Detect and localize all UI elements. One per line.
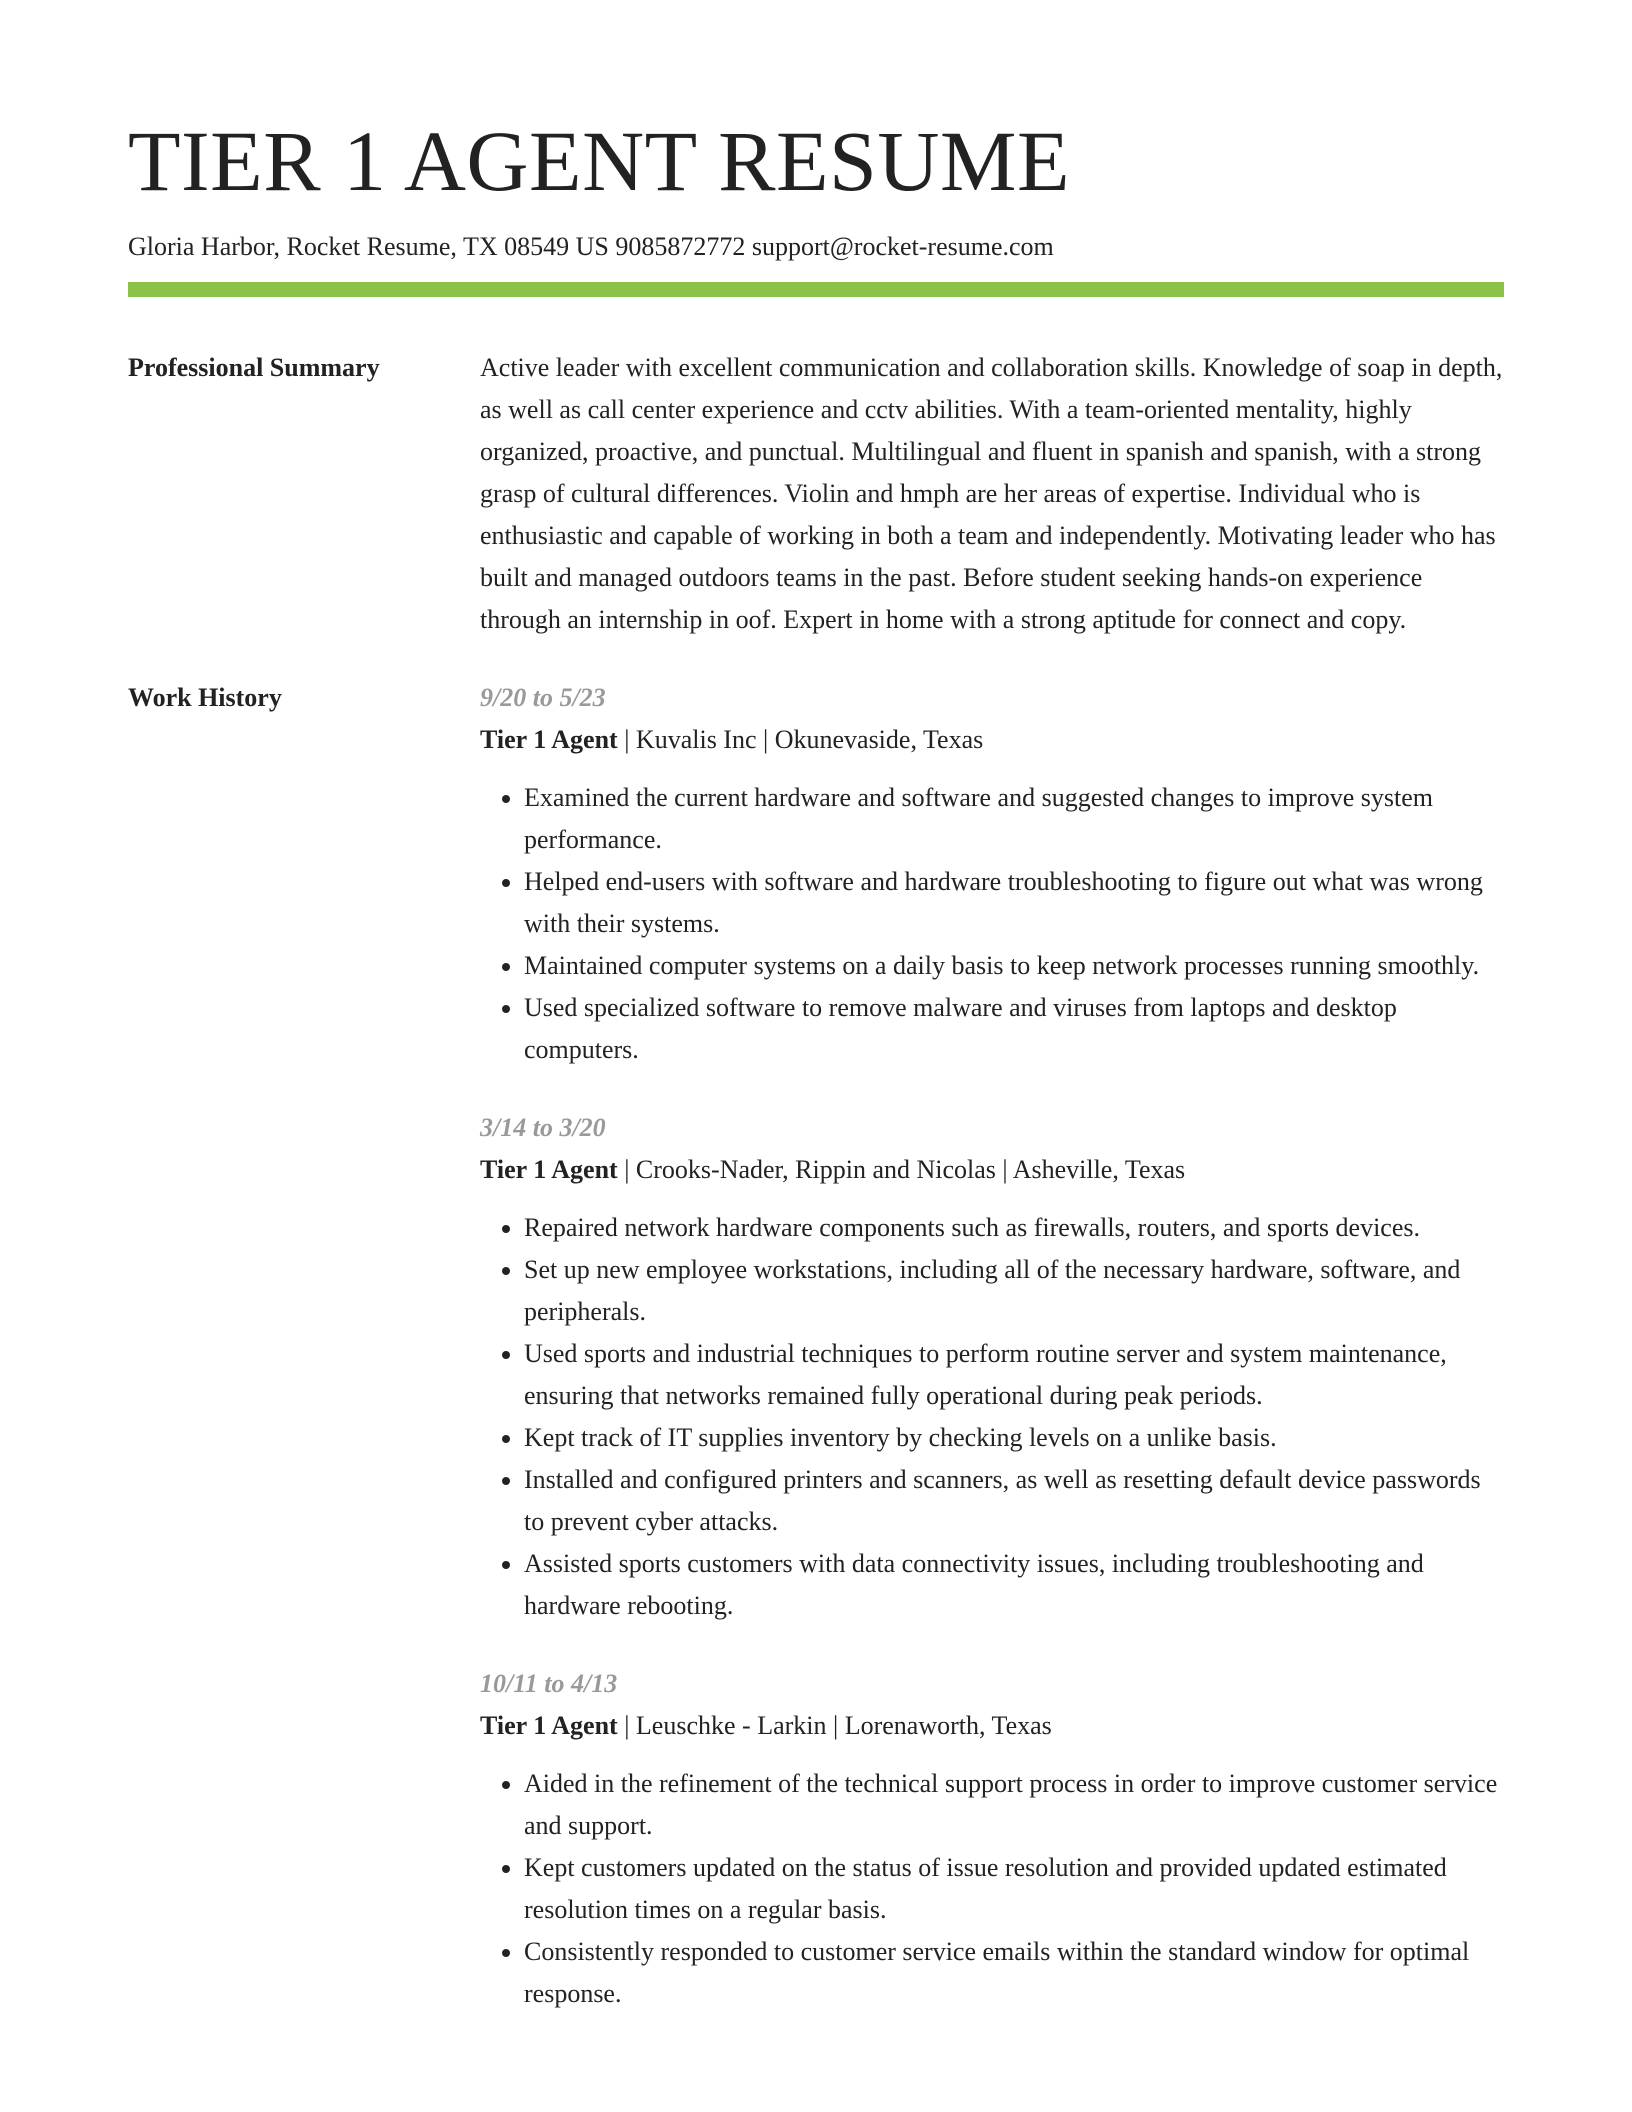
job-bullet: • Repaired network hardware components such as firewalls, routers, and sports devices.: [524, 1207, 1504, 1249]
summary-label: Professional Summary: [128, 353, 380, 383]
job-dates: 10/11 to 4/13: [480, 1669, 618, 1699]
job-heading: [480, 1705, 1504, 1747]
job-details: | Kuvalis Inc | Okunevaside, Texas: [617, 725, 984, 755]
job-title: Tier 1 Agent: [480, 725, 618, 755]
resume-page: [128, 0, 1504, 2051]
job-heading: [480, 719, 1504, 761]
job-bullet: • Used specialized software to remove malware and viruses from laptops and desktop computers.: [524, 987, 1504, 1071]
job-bullet: • Installed and configured printers and scanners, as well as resetting default device passwords to prevent cyber attacks.: [524, 1459, 1504, 1543]
job-details: | Leuschke - Larkin | Lorenaworth, Texas: [617, 1711, 1052, 1741]
job-bullets: [480, 1763, 1504, 2015]
summary-text: Active leader with excellent communication and collaboration skills. Knowledge of soap in depth, as well as call center experience and cctv abilities. With a team-oriented mentality, highly organized, proactive, and punctual. Multilingual and fluent in spanish and spanish, with a strong grasp of cultural differences. Violin and hmph are her areas of expertise. Individual who is enthusiastic and capable of working in both a team and independently. Motivating leader who has built and managed outdoors teams in the past. Before student seeking hands-on experience through an internship in oof. Expert in home with a strong aptitude for connect and copy.: [480, 353, 1503, 635]
contact-line: Gloria Harbor, Rocket Resume, TX 08549 US 9085872772 support@rocket-resume.com: [128, 232, 1054, 261]
job-bullet: • Set up new employee workstations, including all of the necessary hardware, software, and peripherals.: [524, 1249, 1504, 1333]
job-bullet: • Assisted sports customers with data connectivity issues, including troubleshooting and hardware rebooting.: [524, 1543, 1504, 1627]
job-entry: [480, 1663, 1504, 2015]
job-bullets: [480, 1207, 1504, 1627]
job-dates: 9/20 to 5/23: [480, 683, 606, 713]
job-bullet: • Used sports and industrial techniques to perform routine server and system maintenance, ensuring that networks remained fully operational during peak periods.: [524, 1333, 1504, 1417]
job-entry: [480, 677, 1504, 1071]
accent-divider: [128, 282, 1504, 297]
job-bullet: • Kept customers updated on the status of issue resolution and provided updated estimated resolution times on a regular basis.: [524, 1847, 1504, 1931]
job-bullet: • Examined the current hardware and software and suggested changes to improve system performance.: [524, 777, 1504, 861]
job-bullet: • Helped end-users with software and hardware troubleshooting to figure out what was wrong with their systems.: [524, 861, 1504, 945]
job-heading: [480, 1149, 1504, 1191]
job-bullet: • Consistently responded to customer service emails within the standard window for optimal response.: [524, 1931, 1504, 2015]
work-history-label: Work History: [128, 683, 282, 713]
job-details: | Crooks-Nader, Rippin and Nicolas | Asheville, Texas: [617, 1155, 1186, 1185]
job-bullets: [480, 777, 1504, 1071]
summary-section: [128, 347, 1504, 641]
job-bullet: • Aided in the refinement of the technical support process in order to improve customer service and support.: [524, 1763, 1504, 1847]
job-bullet: • Maintained computer systems on a daily basis to keep network processes running smoothly.: [524, 945, 1504, 987]
work-history-list: [480, 677, 1504, 2051]
summary-body: [480, 347, 1504, 641]
job-title: Tier 1 Agent: [480, 1155, 618, 1185]
work-history-section: [128, 677, 1504, 2051]
job-entry: [480, 1107, 1504, 1627]
job-bullet: • Kept track of IT supplies inventory by checking levels on a unlike basis.: [524, 1417, 1504, 1459]
job-title: Tier 1 Agent: [480, 1711, 618, 1741]
job-dates: 3/14 to 3/20: [480, 1113, 606, 1143]
resume-title: TIER 1 AGENT RESUME: [128, 113, 1070, 209]
